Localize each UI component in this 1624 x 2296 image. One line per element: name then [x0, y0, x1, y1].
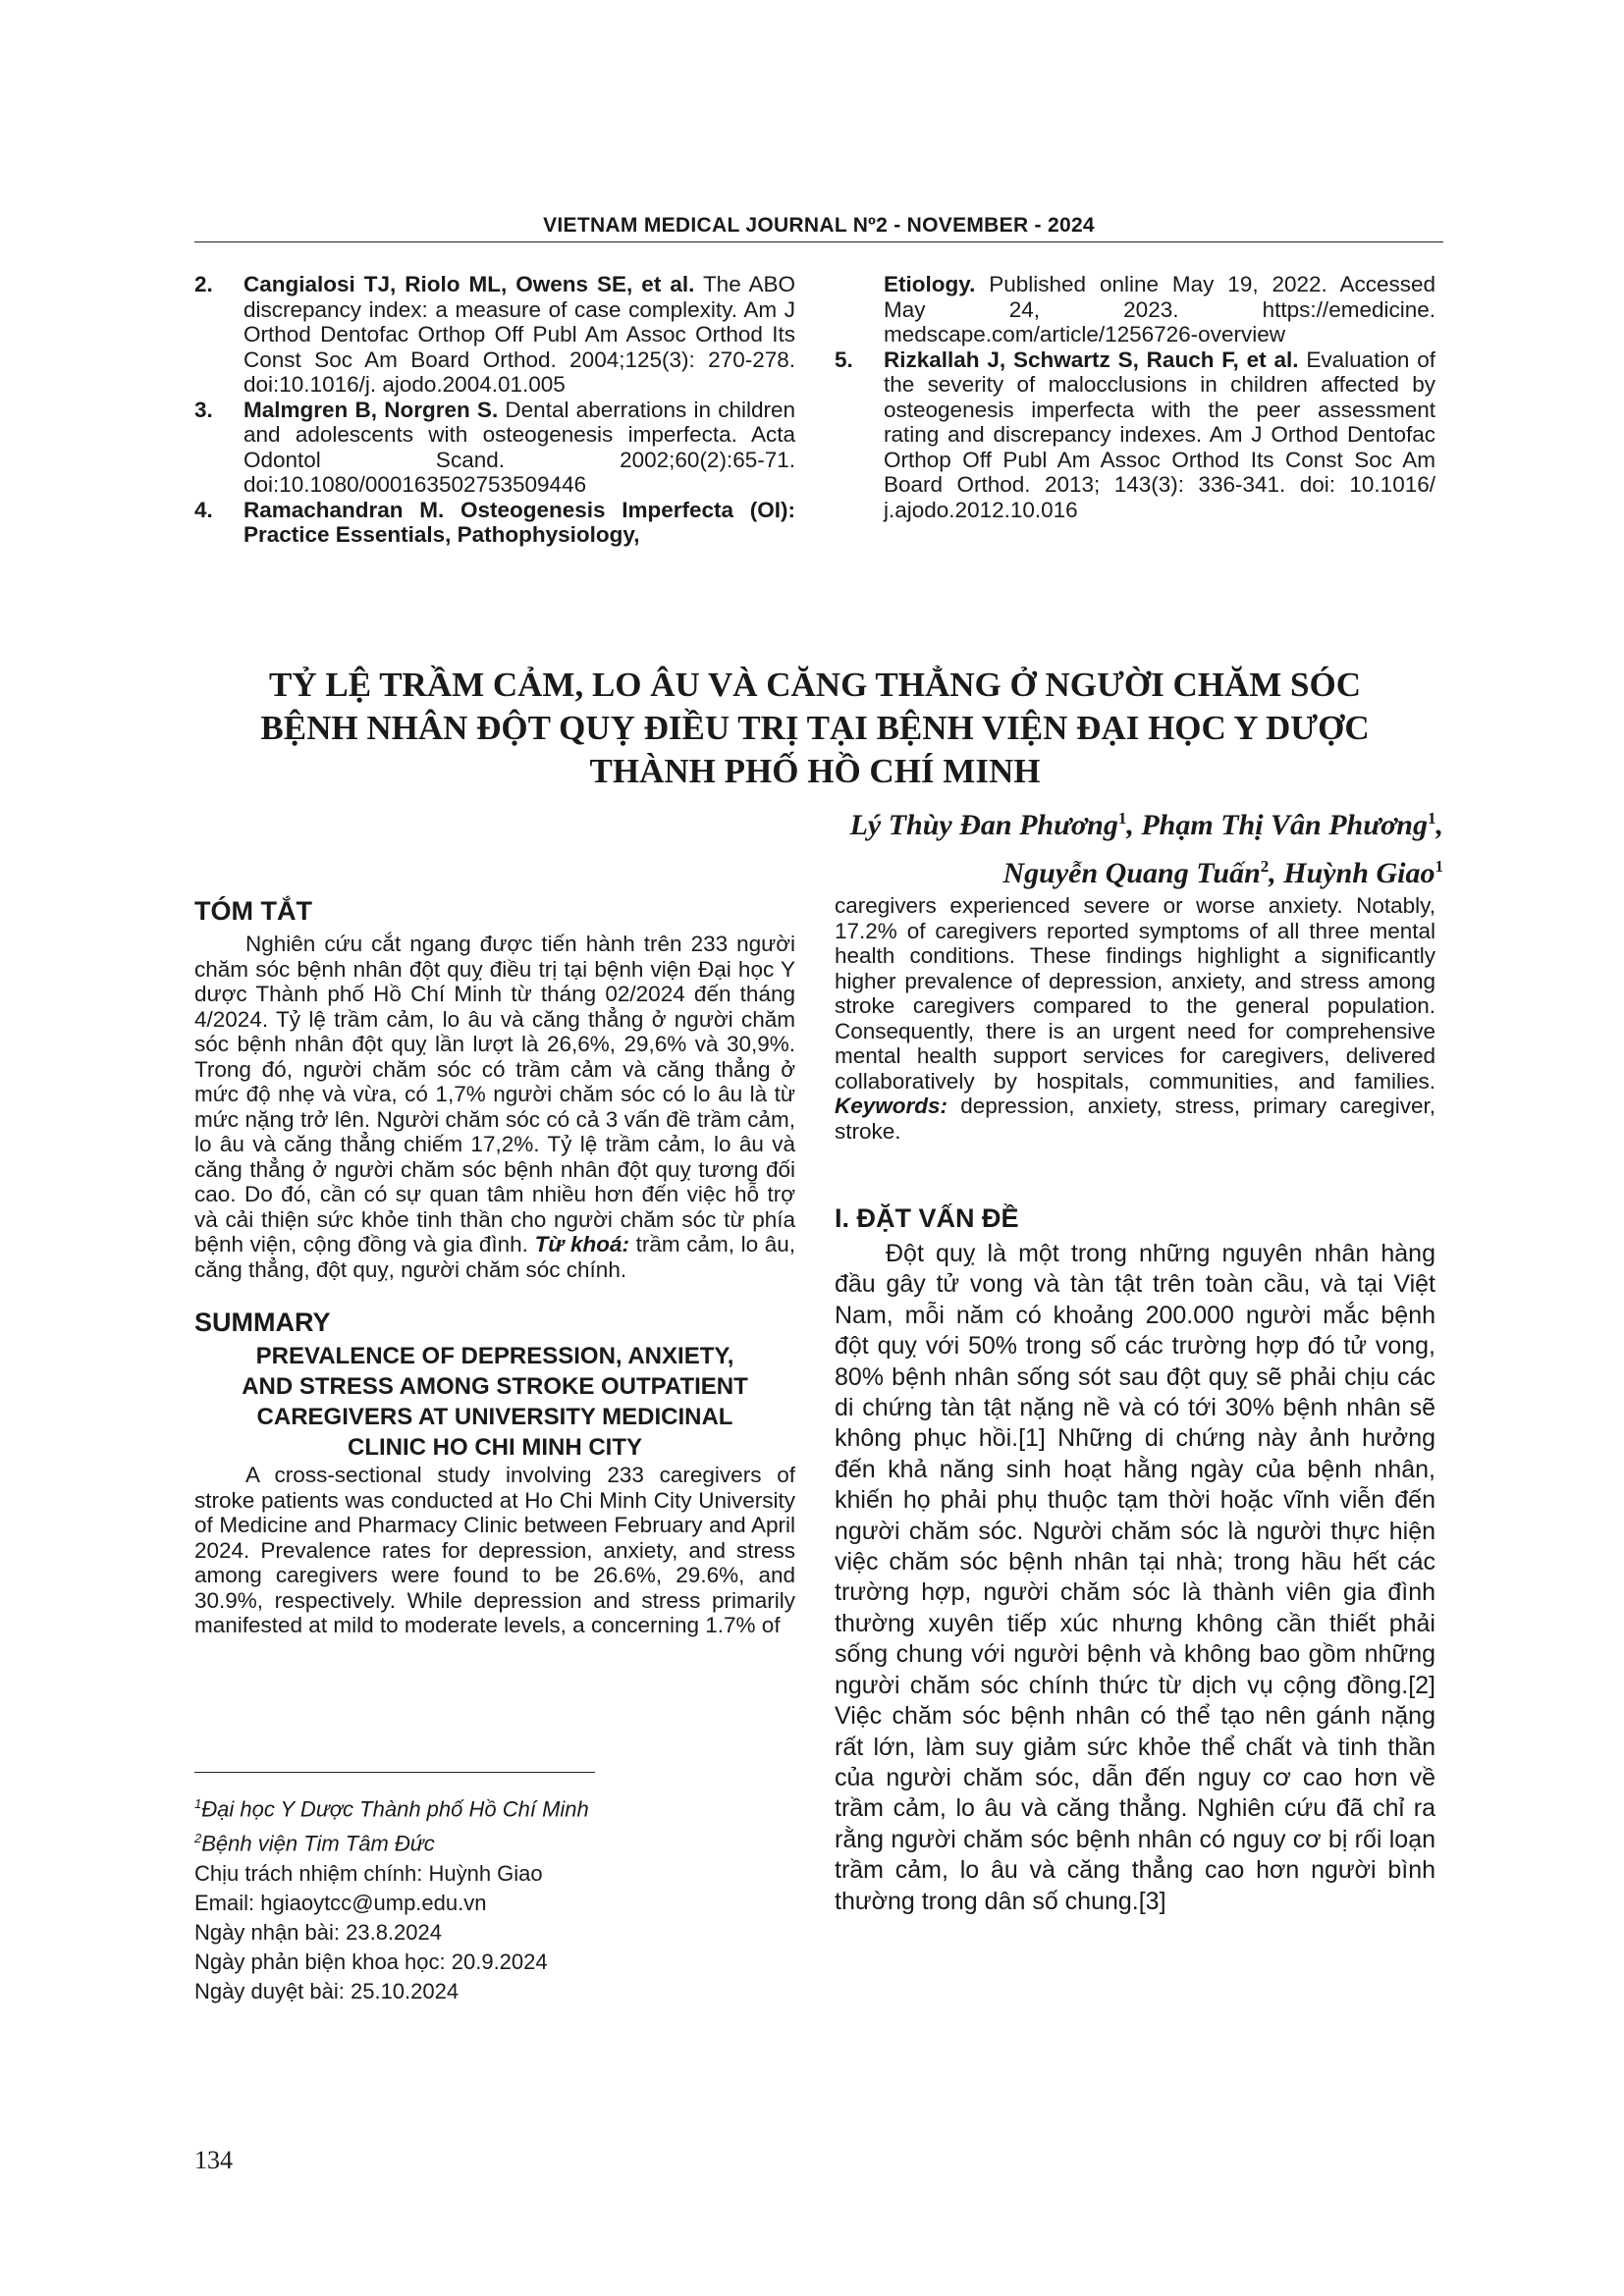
- reference-number: 3.: [194, 397, 213, 422]
- references-right: [835, 272, 1435, 522]
- title-line: THÀNH PHỐ HỒ CHÍ MINH: [589, 752, 1041, 790]
- author-name: Lý Thùy Đan Phương: [849, 809, 1118, 841]
- reference-text: The ABO discrepancy index: a measure of case complexity. Am J Orthod Dentofac Orthop Off Publ Am Assoc Orthod Its Const Soc Am Board Orthod. 2004;125(3): 270-278. doi:10.1016/j. ajodo.2004.01.005: [244, 272, 795, 397]
- author-affiliation: 1: [1117, 809, 1127, 828]
- article-title: [177, 664, 1453, 793]
- title-line: BỆNH NHÂN ĐỘT QUỴ ĐIỀU TRỊ TẠI BỆNH VIỆN ĐẠI HỌC Y DƯỢC: [260, 709, 1370, 747]
- section-heading: I. ĐẶT VẤN ĐỀ: [835, 1203, 1019, 1233]
- reference-number: 5.: [835, 347, 853, 372]
- title-line: TỶ LỆ TRẦM CẢM, LO ÂU VÀ CĂNG THẲNG Ở NGƯỜI CHĂM SÓC: [269, 666, 1361, 704]
- affiliation-number: 1: [194, 1796, 202, 1811]
- reference-item: [835, 347, 1435, 523]
- header-rule: [194, 241, 1443, 242]
- reference-item: [194, 272, 795, 398]
- summary-text: caregivers experienced severe or worse anxiety. Notably, 17.2% of caregivers reported symptoms of all three mental health conditions. These findings highlight a significantly higher prevalence of depression, anxiety, and stress among stroke caregivers compared to the general population. Consequently, there is an urgent need for comprehensive mental health support services for caregivers, delivered collaboratively by hospitals, communities, and families.: [835, 893, 1435, 1094]
- reference-authors: Malmgren B, Norgren S.: [244, 397, 499, 422]
- corresponding-author: Chịu trách nhiệm chính: Huỳnh Giao: [194, 1860, 543, 1886]
- reference-authors: Ramachandran M. Osteogenesis Imperfecta (OI): Practice Essentials, Pathophysiology,: [244, 497, 795, 547]
- reference-text: Dental aberrations in children and adolescents with osteogenesis imperfecta. Acta Odontol Scand. 2002;60(2):65-71. doi:10.1080/000163502753509446: [244, 397, 795, 497]
- keywords-text: depression, anxiety, stress, primary caregiver, stroke.: [835, 1094, 1435, 1144]
- running-header: VIETNAM MEDICAL JOURNAL Nº2 - NOVEMBER - 2024: [543, 214, 1095, 237]
- summary-title-line: AND STRESS AMONG STROKE OUTPATIENT: [242, 1373, 748, 1400]
- received-date: Ngày nhận bài: 23.8.2024: [194, 1919, 442, 1945]
- reference-number: 2.: [194, 272, 213, 296]
- author-name: Nguyễn Quang Tuấn: [1002, 857, 1261, 889]
- author-separator: ,: [1269, 857, 1284, 889]
- reference-authors: Etiology.: [884, 272, 976, 296]
- reference-number: [835, 272, 884, 347]
- affiliation-text: Bệnh viện Tim Tâm Đức: [201, 1831, 435, 1856]
- reference-item: [194, 498, 795, 548]
- affiliation-1: [194, 1789, 685, 1824]
- keywords-label: Keywords:: [835, 1094, 948, 1118]
- reviewed-date: Ngày phản biện khoa học: 20.9.2024: [194, 1949, 548, 1974]
- summary-title-line: CAREGIVERS AT UNIVERSITY MEDICINAL: [256, 1404, 733, 1430]
- abstract-text: Nghiên cứu cắt ngang được tiến hành trên 233 người chăm sóc bệnh nhân đột quỵ điều trị tại bệnh viện Đại học Y dược Thành phố Hồ Chí Minh từ tháng 02/2024 đến tháng 4/2024. Tỷ lệ trầm cảm, lo âu và căng thẳng ở người chăm sóc bệnh nhân đột quỵ lần lượt là 26,6%, 29,6% và 30,9%. Trong đó, người chăm sóc có trầm cảm và căng thẳng ở mức độ nhẹ và vừa, có 1,7% người chăm sóc có lo âu là từ mức nặng trở lên. Người chăm sóc có cả 3 vấn đề trầm cảm, lo âu và căng thẳng chiếm 17,2%. Tỷ lệ trầm cảm, lo âu và căng thẳng ở người chăm sóc bệnh nhân đột quỵ tương đối cao. Do đó, cần có sự quan tâm nhiều hơn đến việc hỗ trợ và cải thiện sức khỏe tinh thần cho người chăm sóc từ phía bệnh viện, cộng đồng và gia đình.: [194, 932, 795, 1256]
- affiliation-2: [194, 1824, 685, 1858]
- author-affiliation: 1: [1435, 857, 1443, 876]
- reference-item: [194, 398, 795, 498]
- summary-title: [194, 1341, 795, 1463]
- affiliation-text: Đại học Y Dược Thành phố Hồ Chí Minh: [201, 1796, 589, 1822]
- affiliation-number: 2: [194, 1831, 202, 1846]
- author-name: Huỳnh Giao: [1283, 857, 1435, 889]
- reference-authors: Cangialosi TJ, Riolo ML, Owens SE, et al.: [244, 272, 695, 296]
- abstract-body: [194, 932, 795, 1282]
- reference-text: Published online May 19, 2022. Accessed May 24, 2023. https://emedicine. medscape.com/article/1256726-overview: [884, 272, 1435, 347]
- author-affiliation: 1: [1428, 809, 1436, 828]
- reference-text: Evaluation of the severity of malocclusions in children affected by osteogenesis imperfecta with the peer assessment rating and discrepancy indexes. Am J Orthod Dentofac Orthop Off Publ Am Assoc Orthod Its Const Soc Am Board Orthod. 2013; 143(3): 336-341. doi: 10.1016/ j.ajodo.2012.10.016: [884, 347, 1435, 522]
- author-list: Lý Thùy Đan Phương$^1$, Phạm Thị Vân Phương$^1$, Nguyễn Quang Tuấn$^2$, Huỳnh Giao$^1$: [849, 809, 1443, 889]
- accepted-date: Ngày duyệt bài: 25.10.2024: [194, 1978, 460, 2003]
- reference-item-continued: [835, 272, 1435, 347]
- corresponding-email: Email: hgiaoytcc@ump.edu.vn: [194, 1890, 487, 1915]
- keywords-label: Từ khoá:: [534, 1232, 629, 1256]
- summary-body: A cross-sectional study involving 233 caregivers of stroke patients was conducted at Ho Chi Minh City University of Medicine and Pharmacy Clinic between February and April 2024. Prevalence rates for depression, anxiety, and stress among caregivers were found to be 26.6%, 29.6%, and 30.9%, respectively. While depression and stress primarily manifested at mild to moderate levels, a concerning 1.7% of: [194, 1463, 795, 1637]
- author-separator: ,: [1126, 809, 1142, 841]
- footnote-rule: [194, 1772, 595, 1773]
- summary-body-continued: [835, 893, 1435, 1144]
- right-column: [835, 893, 1435, 1144]
- abstract-heading: TÓM TẮT: [194, 896, 312, 926]
- keywords-text: trầm cảm, lo âu, căng thẳng, đột quỵ, người chăm sóc chính.: [194, 1232, 796, 1282]
- author-name: Phạm Thị Vân Phương: [1141, 809, 1428, 841]
- introduction-section: [835, 1203, 1435, 1917]
- summary-title-line: PREVALENCE OF DEPRESSION, ANXIETY,: [255, 1343, 734, 1369]
- left-column: [194, 896, 795, 1638]
- footnotes: [194, 1789, 685, 2006]
- summary-title-line: CLINIC HO CHI MINH CITY: [348, 1434, 642, 1461]
- introduction-body: Đột quỵ là một trong những nguyên nhân hàng đầu gây tử vong và tàn tật trên toàn cầu, và tại Việt Nam, mỗi năm có khoảng 200.000 người mắc bệnh đột quỵ với 50% trong số các trường hợp đó tử vong, 80% bệnh nhân sống sót sau đột quỵ sẽ phải chịu các di chứng tàn tật nặng nề và có tới 30% bệnh nhân sẽ không phục hồi.[1] Những di chứng này ảnh hưởng đến khả năng sinh hoạt hằng ngày của bệnh nhân, khiến họ phải phụ thuộc tạm thời hoặc vĩnh viễn đến người chăm sóc. Người chăm sóc là người thực hiện việc chăm sóc bệnh nhân tại nhà; trong hầu hết các trường hợp, người chăm sóc là thành viên gia đình thường xuyên tiếp xúc nhưng không cần thiết phải sống chung với người bệnh và không bao gồm những người chăm sóc chính thức từ dịch vụ cộng đồng.[2] Việc chăm sóc bệnh nhân có thể tạo nên gánh nặng rất lớn, làm suy giảm sức khỏe thể chất và tinh thần của người chăm sóc, dẫn đến nguy cơ cao hơn về trầm cảm, lo âu và căng thẳng. Nghiên cứu đã chỉ ra rằng người chăm sóc bệnh nhân có nguy cơ bị rối loạn trầm cảm, lo âu và căng thẳng cao hơn người bình thường trong dân số chung.[3]: [835, 1240, 1435, 1915]
- reference-authors: Rizkallah J, Schwartz S, Rauch F, et al.: [884, 347, 1299, 372]
- reference-number: 4.: [194, 497, 213, 522]
- references-left: [194, 272, 795, 548]
- summary-heading: SUMMARY: [194, 1308, 331, 1337]
- author-affiliation: 2: [1260, 857, 1270, 876]
- page-number: 134: [194, 2146, 233, 2174]
